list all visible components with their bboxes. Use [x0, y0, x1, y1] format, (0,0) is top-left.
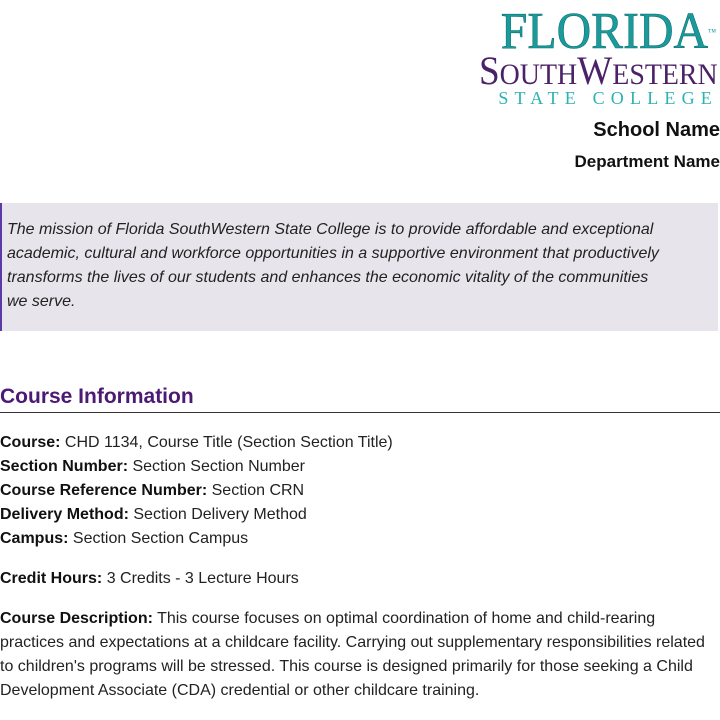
- course-description: [0, 607, 720, 703]
- credit-hours-value: 3 Credits - 3 Lecture Hours: [106, 570, 299, 587]
- course-details: [0, 431, 720, 551]
- field-label: Section Number:: [0, 458, 129, 475]
- course-description-text: This course focuses on optimal coordination of home and child-rearing practices and expectations at a childcare facility. Carrying out supplementary responsibilities related to children's programs will be stressed. This course is designed primarily for those seeking a Child Development Associate (CDA) credential or other childcare training.: [0, 610, 705, 699]
- course-information-heading: Course Information: [0, 384, 720, 413]
- field-value: Section CRN: [211, 482, 305, 499]
- course-row: [0, 431, 720, 455]
- course-description-label: Course Description:: [0, 610, 153, 627]
- credit-hours-label: Credit Hours:: [0, 570, 103, 587]
- trademark-symbol: ™: [707, 27, 716, 37]
- mission-text: The mission of Florida SouthWestern State College is to provide affordable and exceptional academic, cultural and workforce opportunities in a supportive environment that productively transforms the lives of our students and enhances the economic vitality of the communities we serve.: [7, 221, 659, 310]
- crn-row: [0, 479, 720, 503]
- logo-florida-text: FLORIDA™: [500, 3, 716, 60]
- field-label: Campus:: [0, 530, 69, 547]
- mission-statement: [0, 203, 718, 331]
- section-number-row: [0, 455, 720, 479]
- campus-row: [0, 527, 720, 551]
- department-name: Department Name: [574, 152, 720, 171]
- field-value: Section Section Campus: [72, 530, 249, 547]
- field-value: Section Section Number: [132, 458, 305, 475]
- school-name: School Name: [593, 119, 720, 141]
- field-value: CHD 1134, Course Title (Section Section Title): [64, 434, 393, 451]
- logo-state-college-text: STATE COLLEGE: [498, 88, 718, 108]
- field-label: Delivery Method:: [0, 506, 129, 523]
- credit-hours: [0, 567, 299, 591]
- page-header: [0, 0, 720, 200]
- logo-southwestern-text: SOUTHWESTERN: [479, 48, 718, 93]
- field-value: Section Delivery Method: [133, 506, 307, 523]
- field-label: Course Reference Number:: [0, 482, 208, 499]
- field-label: Course:: [0, 434, 61, 451]
- delivery-method-row: [0, 503, 720, 527]
- college-logo: [420, 3, 718, 108]
